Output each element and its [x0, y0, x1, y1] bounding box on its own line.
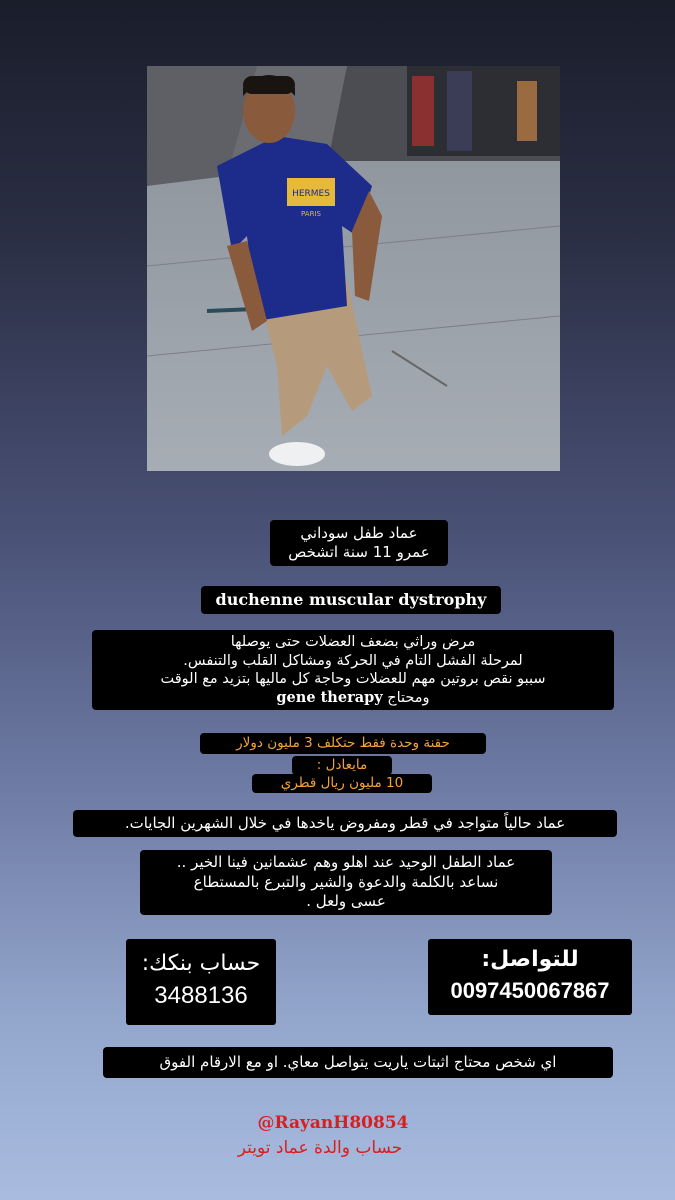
contact-label: للتواصل:	[481, 947, 579, 972]
intro-line-2: عمرو 11 سنة اتشخص	[288, 542, 430, 561]
shirt-logo-text: HERMES	[292, 189, 330, 199]
photo	[147, 66, 560, 471]
cost-label-3	[252, 774, 432, 793]
description-line-4	[98, 689, 608, 708]
description-line-3: سببو نقص بروتين مهم للعضلات وحاجة كل ماليها بتزيد مع الوقت	[160, 671, 546, 688]
location-label	[73, 810, 617, 837]
appeal-line-2: نساعد بالكلمة والدعوة والشير والتبرع بالمستطاع	[193, 872, 499, 891]
cost-line-2: مايعادل :	[316, 757, 368, 773]
diagnosis-text: duchenne muscular dystrophy	[215, 590, 487, 609]
appeal-label	[140, 850, 552, 915]
intro-line-1: عماد طفل سوداني	[300, 524, 418, 542]
bank-account-box	[126, 939, 276, 1025]
proof-note-text: اي شخص محتاج اثبتات ياريت يتواصل معاي. او مع الارقام الفوق	[159, 1053, 557, 1071]
description-line-1: مرض وراثي بضعف العضلات حتى يوصلها	[230, 634, 476, 650]
intro-label	[270, 520, 448, 566]
appeal-line-1: عماد الطفل الوحيد عند اهلو وهم عشمانين فينا الخير ..	[176, 853, 516, 871]
boy-photo-illustration	[147, 66, 560, 471]
gene-therapy-term: gene therapy	[276, 688, 383, 706]
location-text: عماد حالياً متواجد في قطر ومفروض ياخدها في خلال الشهرين الجايات.	[124, 814, 566, 832]
proof-note-label	[103, 1047, 613, 1078]
bank-account-number: 3488136	[154, 982, 248, 1009]
diagnosis-label	[201, 586, 501, 614]
appeal-line-3: عسى ولعل .	[306, 892, 386, 910]
twitter-caption: حساب والدة عماد تويتر	[237, 1138, 403, 1158]
cost-line-1: حقنة وحدة فقط حتكلف 3 مليون دولار	[236, 735, 450, 751]
description-line-2: لمرحلة الفشل التام في الحركة ومشاكل القلب والتنفس.	[183, 652, 523, 669]
shirt-sub-text: PARIS	[301, 210, 321, 218]
cost-label-1	[200, 733, 486, 754]
contact-box	[428, 939, 632, 1015]
twitter-handle[interactable]: @RayanH80854	[257, 1113, 409, 1133]
description-label	[92, 630, 614, 710]
contact-phone-number[interactable]: 0097450067867	[450, 978, 610, 1003]
description-line-4-prefix: ومحتاج	[387, 689, 430, 706]
cost-line-3: 10 مليون ريال قطري	[280, 775, 404, 791]
bank-account-label: حساب بنكك:	[141, 951, 261, 976]
cost-label-2	[292, 756, 392, 775]
